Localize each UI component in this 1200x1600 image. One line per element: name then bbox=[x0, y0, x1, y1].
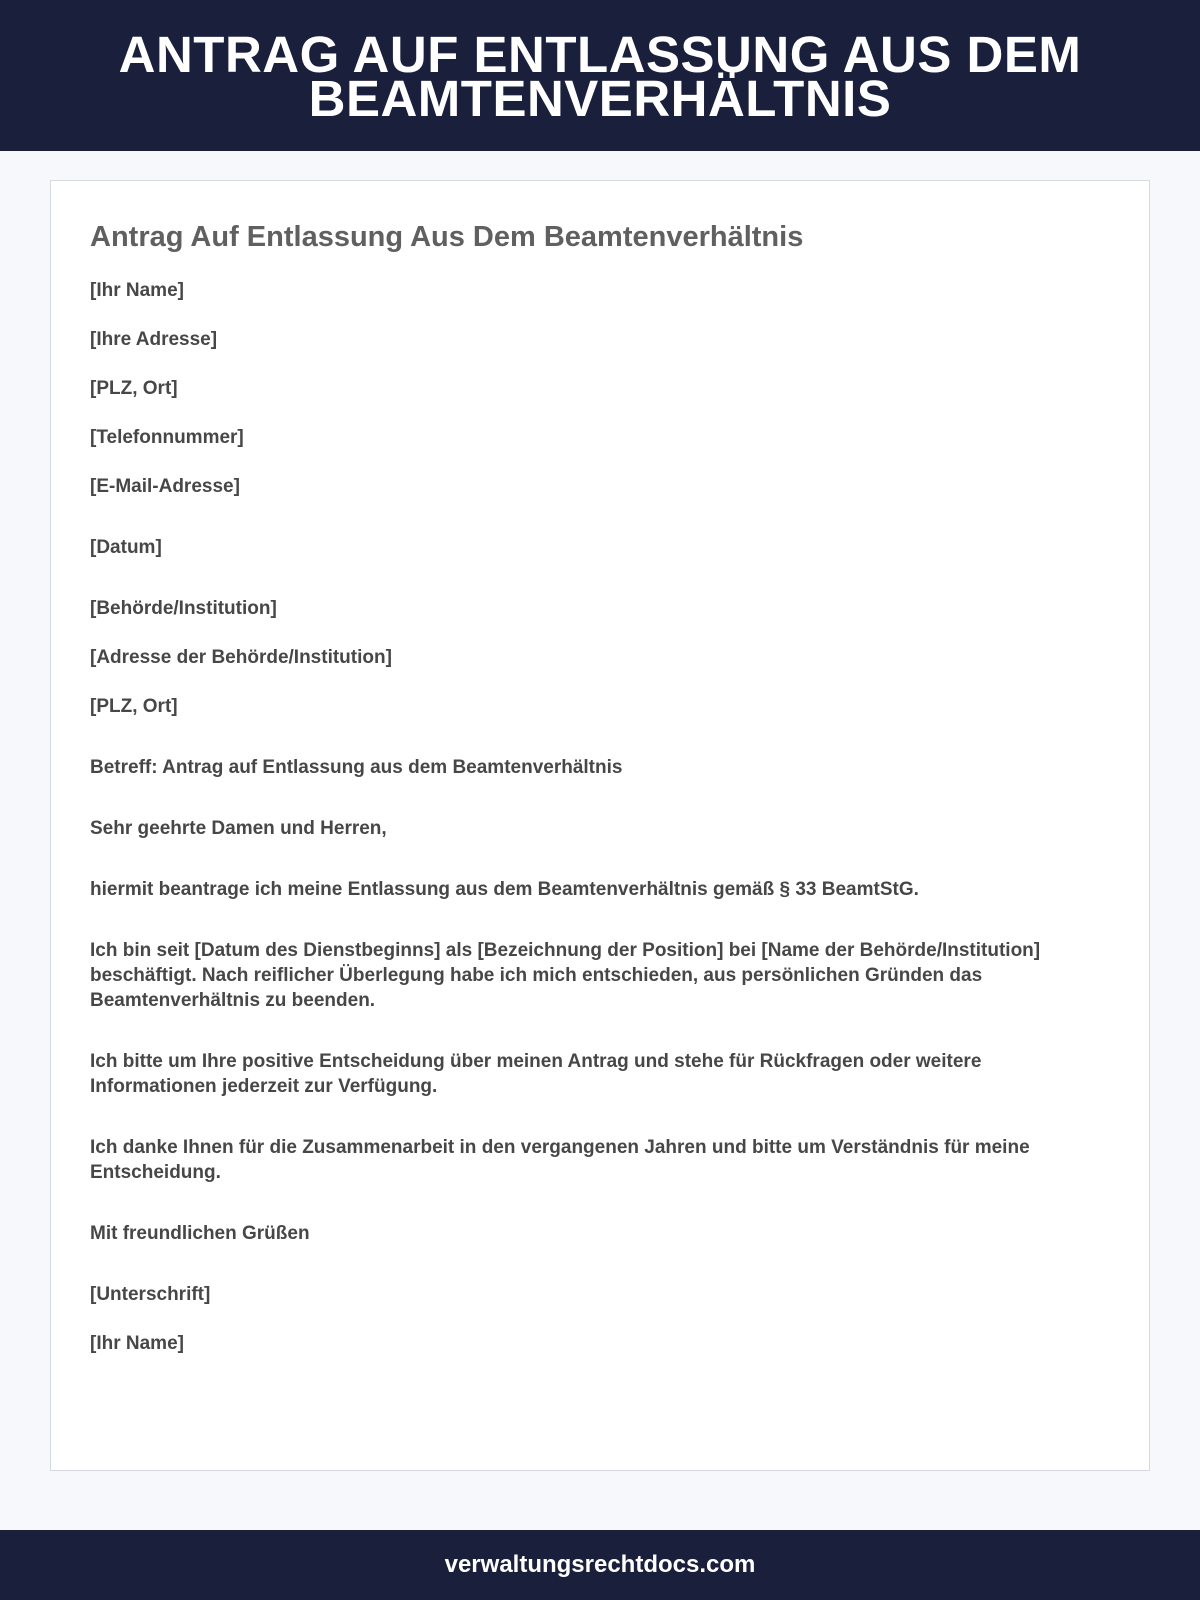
paragraph-request: Ich bitte um Ihre positive Entscheidung über meinen Antrag und stehe für Rückfragen oder weitere Informationen jederzeit zur Verfügung. bbox=[90, 1051, 982, 1097]
signature-name: [Ihr Name] bbox=[90, 1333, 184, 1354]
page-title: ANTRAG AUF ENTLASSUNG AUS DEM BEAMTENVERHÄLTNIS bbox=[118, 25, 1082, 127]
letter-date: [Datum] bbox=[90, 537, 162, 558]
signature-placeholder: [Unterschrift] bbox=[90, 1284, 211, 1305]
paragraph-thanks: Ich danke Ihnen für die Zusammenarbeit in den vergangenen Jahren und bitte um Verständnis für meine Entscheidung. bbox=[90, 1137, 1030, 1183]
paragraph-intro: hiermit beantrage ich meine Entlassung aus dem Beamtenverhältnis gemäß § 33 BeamtStG. bbox=[90, 879, 919, 900]
sender-email: [E-Mail-Adresse] bbox=[90, 476, 240, 497]
closing: Mit freundlichen Grüßen bbox=[90, 1223, 310, 1244]
page-footer bbox=[0, 1530, 1200, 1600]
sender-phone: [Telefonnummer] bbox=[90, 427, 244, 448]
paragraph-employment: Ich bin seit [Datum des Dienstbeginns] als [Bezeichnung der Position] bei [Name der Behörde/Institution] beschäftigt. Nach reiflicher Überlegung habe ich mich entschieden, aus persönlichen Gründen das Beamtenverhältnis zu beenden. bbox=[90, 940, 1041, 1011]
document-card bbox=[50, 180, 1150, 1471]
sender-name: [Ihr Name] bbox=[90, 280, 184, 301]
footer-website: verwaltungsrechtdocs.com bbox=[444, 1551, 756, 1578]
sender-address: [Ihre Adresse] bbox=[90, 329, 218, 350]
salutation: Sehr geehrte Damen und Herren, bbox=[90, 818, 387, 839]
subject-line: Betreff: Antrag auf Entlassung aus dem Beamtenverhältnis bbox=[90, 757, 623, 778]
recipient-authority: [Behörde/Institution] bbox=[90, 598, 277, 619]
page-header bbox=[0, 0, 1200, 151]
document-title: Antrag Auf Entlassung Aus Dem Beamtenverhältnis bbox=[90, 221, 804, 253]
recipient-address: [Adresse der Behörde/Institution] bbox=[90, 647, 392, 668]
recipient-city: [PLZ, Ort] bbox=[90, 696, 178, 717]
sender-city: [PLZ, Ort] bbox=[90, 378, 178, 399]
